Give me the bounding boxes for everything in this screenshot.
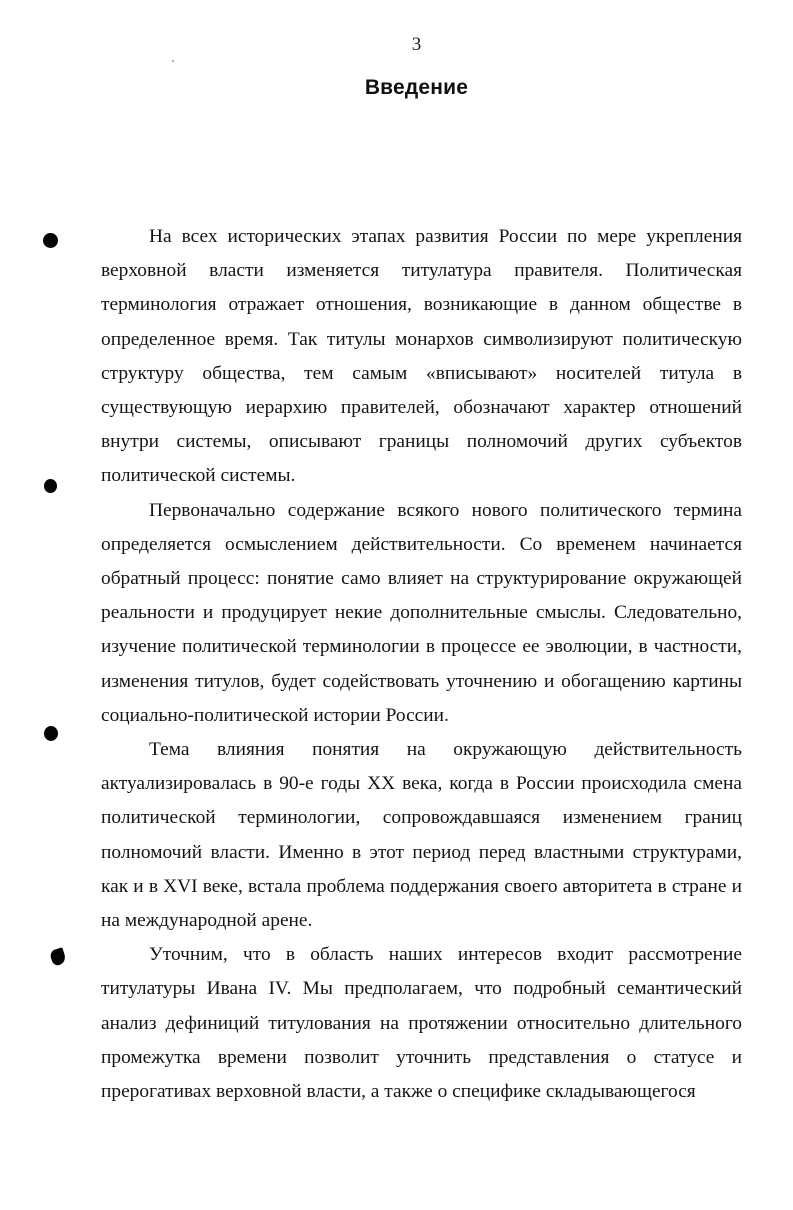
- body-text: [101, 220, 742, 1109]
- scan-speck: [172, 60, 174, 62]
- paragraph-3: Тема влияния понятия на окружающую действительность актуализировалась в 90-е годы XX века, когда в России происходила смена политической терминологии, сопровождавшаяся изменением границ полномочий власти. Именно в этот период перед властными структурами, как и в XVI веке, встала проблема поддержания своего авторитета в стране и на международной арене.: [101, 739, 742, 932]
- page-title: Введение: [364, 76, 469, 99]
- punch-hole-mark: [43, 233, 58, 248]
- page-number: 3: [411, 34, 422, 55]
- punch-hole-mark: [44, 726, 58, 741]
- paragraph-2: Первоначально содержание всякого нового политического термина определяется осмыслением действительности. Со временем начинается обратный процесс: понятие само влияет на структурирование окружающей реальности и продуцирует некие дополнительные смыслы. Следовательно, изучение политической терминологии в процессе ее эволюции, в частности, изменения титулов, будет содействовать уточнению и обогащению картины социально-политической истории России.: [101, 499, 742, 726]
- paragraph-4: Уточним, что в область наших интересов входит рассмотрение титулатуры Ивана IV. Мы предполагаем, что подробный семантический анализ дефиниций титулования на протяжении относительно длительного промежутка времени позволит уточнить представления о статусе и прерогативах верховной власти, а также о специфике складывающегося: [101, 944, 742, 1103]
- punch-hole-mark: [44, 479, 57, 493]
- paragraph-1: На всех исторических этапах развития России по мере укрепления верховной власти изменяется титулатура правителя. Политическая терминология отражает отношения, возникающие в данном обществе в определенное время. Так титулы монархов символизируют политическую структуру общества, тем самым «вписывают» носителей титула в существующую иерархию правителей, обозначают характер отношений внутри системы, описывают границы полномочий других субъектов политической системы.: [101, 226, 742, 487]
- punch-hole-mark: [49, 947, 67, 967]
